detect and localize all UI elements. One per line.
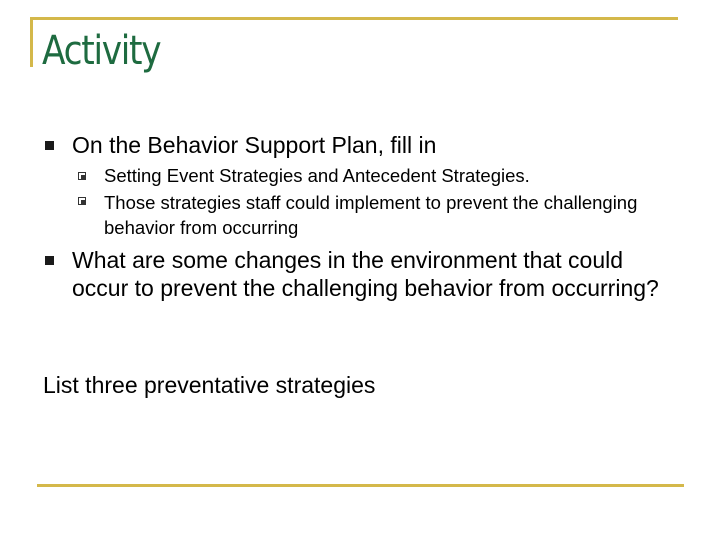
frame-left-line xyxy=(30,17,33,67)
bullet-text-fill-in: On the Behavior Support Plan, fill in xyxy=(72,132,437,158)
sub-bullet-text-prevent: Those strategies staff could implement to prevent the challenging behavior from occurring xyxy=(104,192,638,238)
bullet-marker xyxy=(45,141,54,150)
slide-title: Activity xyxy=(42,28,161,74)
sub-bullet-marker xyxy=(78,172,86,180)
sub-bullet-text-strategies: Setting Event Strategies and Antecedent Strategies. xyxy=(104,165,530,186)
sub-bullet-marker xyxy=(78,197,86,205)
frame-top-line xyxy=(30,17,678,20)
closing-instruction: List three preventative strategies xyxy=(43,372,376,398)
bullet-text-environment-question: What are some changes in the environment that could occur to prevent the challenging behavior from occurring? xyxy=(72,247,659,301)
frame-bottom-line xyxy=(37,484,684,487)
bullet-marker xyxy=(45,256,54,265)
